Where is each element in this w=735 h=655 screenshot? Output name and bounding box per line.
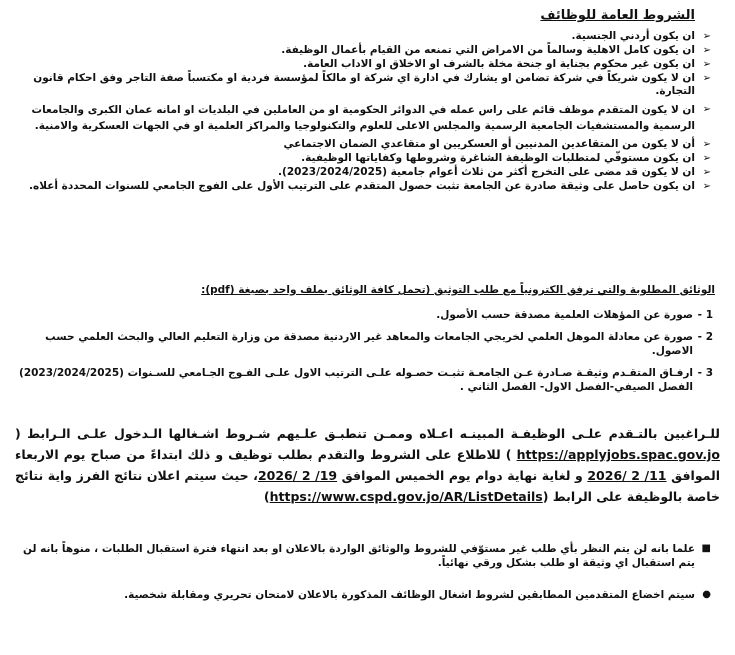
- condition-item: ➢ ان لا يكون قد مضى على التخرج أكثر من ثلاث أعوام جامعية (2023/2024/2025).: [278, 166, 711, 178]
- conditions-list: [15, 30, 715, 194]
- arrow-bullet-icon: ➢: [702, 59, 711, 70]
- start-date: 11/ 2 /2026: [587, 468, 667, 483]
- condition-item: ➢ ان لا يكون شريكاً في شركة تضامن او يشارك في ادارة اي شركة او مالكاً لمؤسسة فردية او مكتسباً صفة التاجر وفق احكام قانون التجارة.: [33, 72, 711, 97]
- arrow-bullet-icon: ➢: [702, 31, 711, 42]
- documents-title: الوثائق المطلوبة والتي ترفق الكترونياً مع طلب التوثيق (تحمل كافة الوثائق بملف واحد بصيغة (pdf):: [201, 284, 715, 296]
- condition-item: ➢ ان يكون حاصل على وثيقة صادرة عن الجامعة تثبت حصول المتقدم على الترتيب الأول على الفوج الجامعي للسنوات المحددة أعلاه.: [29, 180, 711, 192]
- document-number: 2 -: [697, 331, 713, 343]
- condition-item: ➢ ان لا يكون المتقدم موظف قائم على راس عمله في الدوائر الحكومية او من العاملين في البلديات او امانه عمان الكبرى والجامعات الرسمية والمستشفيات الجامعية الرسمية والمجلس الاعلى للعلوم والتكنولوجيا والمراكز العلمية او في الجهات العسكرية والامنية.: [31, 104, 711, 132]
- condition-item: ➢ ان يكون غير محكوم بجناية او جنحة مخلة بالشرف او الاخلاق او الاداب العامة.: [303, 58, 711, 70]
- document-item: 2 - صورة عن معادلة الموهل العلمي لخريجي الجامعات والمعاهد غير الاردنية مصدقة من وزارة التعليم العالي والبحث العلمي حسب الاصول.: [45, 331, 713, 357]
- arrow-bullet-icon: ➢: [702, 104, 711, 115]
- arrow-bullet-icon: ➢: [702, 181, 711, 192]
- dot-bullet-icon: ■: [701, 543, 711, 554]
- notes-list: [15, 542, 715, 620]
- arrow-bullet-icon: ➢: [702, 139, 711, 150]
- arrow-bullet-icon: ➢: [702, 153, 711, 164]
- arrow-bullet-icon: ➢: [702, 73, 711, 84]
- documents-list: [15, 308, 715, 402]
- note-item: ● سيتم اخضاع المتقدمين المطابقين لشروط اشغال الوظائف المذكورة بالاعلان لامتحان تحريري ومقابلة شخصية.: [124, 589, 711, 601]
- document-item: 3 - ارفـاق المتقـدم وثيقـة صـادرة عـن الجامعـة تثبـت حصـوله علـى الترتيب الاول علـى الفـوج الجـامعي للسـنوات (2023/2024/2025) الفصل الصيفي-الفصل الاول- الفصل الثاني .: [19, 367, 713, 393]
- document-item: 1 - صورة عن المؤهلات العلمية مصدقة حسب الأصول.: [436, 309, 713, 321]
- arrow-bullet-icon: ➢: [702, 45, 711, 56]
- note-item: ■ علما بانه لن يتم النظر بأي طلب غير مستوّفي للشروط والوثائق الواردة بالاعلان او بعد انتهاء فترة استقبال الطلبات ، منوهاً بانه لن يتم استقبال اي وثيقة او طلب بشكل ورقي نهائياً.: [23, 543, 711, 569]
- arrow-bullet-icon: ➢: [702, 167, 711, 178]
- apply-link[interactable]: https://applyjobs.spac.gov.jo: [516, 447, 720, 462]
- document-number: 3 -: [697, 367, 713, 379]
- condition-item: ➢ ان يكون مستوفّي لمتطلبات الوظيفة الشاغرة وشروطها وكفاياتها الوظيفية.: [301, 152, 711, 164]
- results-link[interactable]: https://www.cspd.gov.jo/AR/ListDetails: [269, 489, 543, 504]
- dot-bullet-icon: ●: [702, 589, 711, 600]
- condition-item: ➢ أن لا يكون من المتقاعدين المدنيين أو العسكريين او متقاعدي الضمان الاجتماعي: [283, 138, 711, 150]
- document-number: 1 -: [697, 309, 713, 321]
- condition-item: ➢ ان يكون أردني الجنسية.: [571, 30, 711, 42]
- condition-item: ➢ ان يكون كامل الاهلية وسالماً من الامراض التي تمنعه من القيام بأعمال الوظيفة.: [281, 44, 711, 56]
- end-date: 19/ 2 /2026: [257, 468, 338, 483]
- application-paragraph: للـراغبين بالتـقدم علـى الوظيفـة المبينـه اعـلاه وممـن تنطبـق علـيهم شـروط اشـغالها الـدخول علـى الـرابط ( https://applyjobs.spac.gov.jo ) للاطلاع على الشروط والتقدم بطلب توظيف و ذلك ابتداءً من صباح يوم الاربعاء الموافق 11/ 2 /2026 و لغاية نهاية دوام يوم الخميس الموافق 19/ 2 /2026، حيث سيتم اعلان نتائج الفرز واية نتائج خاصة بالوظيفة على الرابط (https://www.cspd.gov.jo/AR/ListDetails): [15, 426, 721, 504]
- page-title: الشروط العامة للوظائف: [540, 8, 695, 23]
